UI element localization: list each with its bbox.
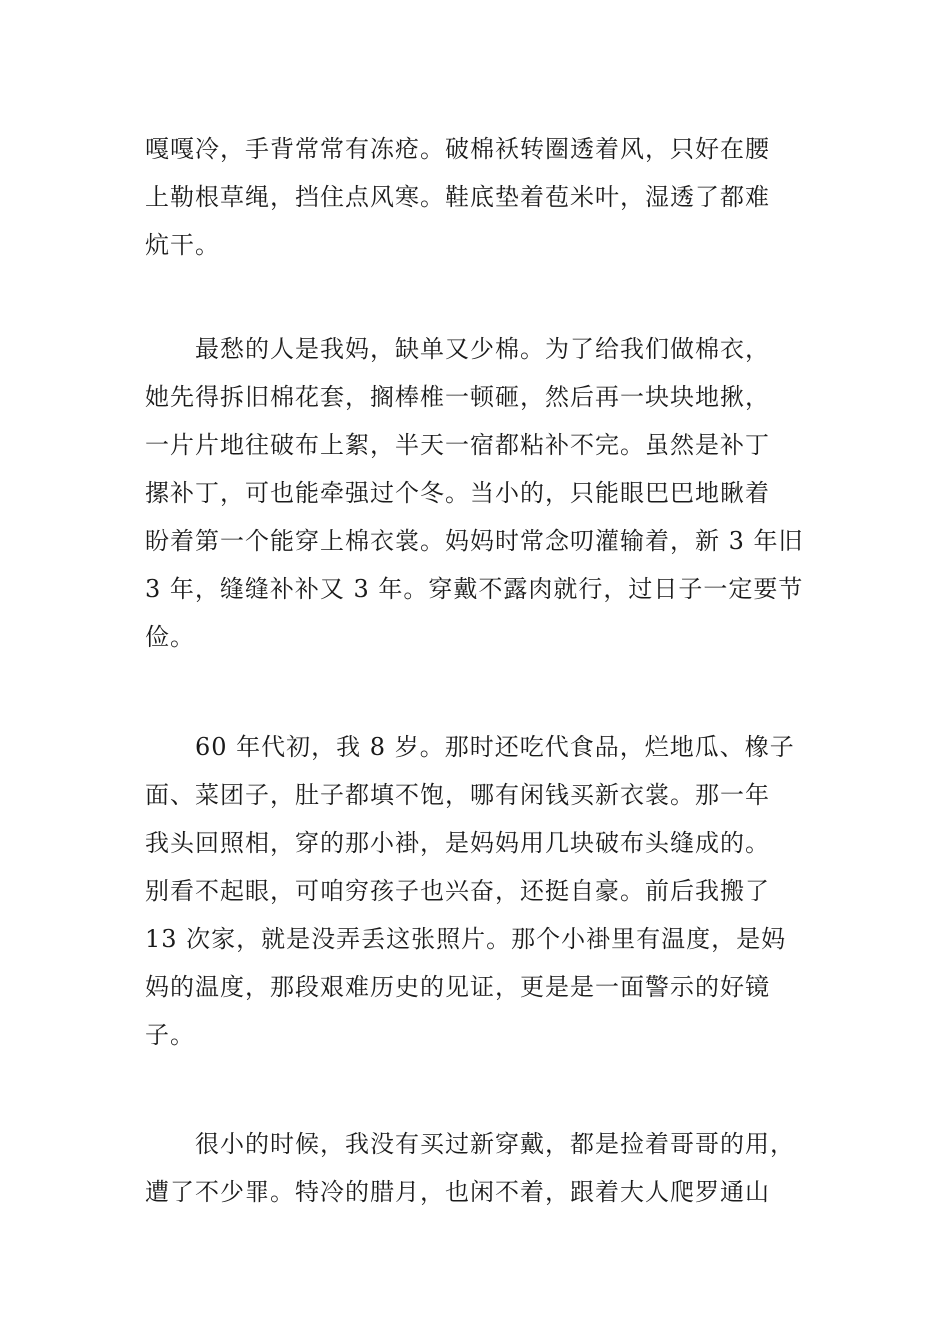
text-line: 别看不起眼，可咱穷孩子也兴奋，还挺自豪。前后我搬了 xyxy=(145,877,770,905)
text-line: 她先得拆旧棉花套，搁棒椎一顿砸，然后再一块块地揪， xyxy=(145,383,770,411)
text-line: 上勒根草绳，挡住点风寒。鞋底垫着苞米叶，湿透了都难 xyxy=(145,183,770,211)
text-line: 摞补丁，可也能牵强过个冬。当小的，只能眼巴巴地瞅着 xyxy=(145,479,770,507)
text-line: 俭。 xyxy=(145,623,195,651)
text-line: 3 年，缝缝补补又 3 年。穿戴不露肉就行，过日子一定要节 xyxy=(145,575,804,603)
paragraph-4 xyxy=(145,1120,845,1216)
paragraph-3 xyxy=(145,723,845,1059)
text-line: 一片片地往破布上絮，半天一宿都粘补不完。虽然是补丁 xyxy=(145,431,770,459)
text-line: 遭了不少罪。特冷的腊月，也闲不着，跟着大人爬罗通山 xyxy=(145,1178,770,1206)
paragraph-2 xyxy=(145,325,845,661)
text-line: 很小的时候，我没有买过新穿戴，都是捡着哥哥的用， xyxy=(145,1130,795,1158)
paragraph-1 xyxy=(145,125,845,269)
text-line: 子。 xyxy=(145,1021,195,1049)
text-line: 炕干。 xyxy=(145,231,220,259)
text-line: 盼着第一个能穿上棉衣裳。妈妈时常念叨灌输着，新 3 年旧 xyxy=(145,527,804,555)
text-line: 我头回照相，穿的那小褂，是妈妈用几块破布头缝成的。 xyxy=(145,829,770,857)
text-line: 60 年代初，我 8 岁。那时还吃代食品，烂地瓜、橡子 xyxy=(145,733,795,761)
text-line: 嘎嘎冷，手背常常有冻疮。破棉袄转圈透着风，只好在腰 xyxy=(145,135,770,163)
text-line: 13 次家，就是没弄丢这张照片。那个小褂里有温度，是妈 xyxy=(145,925,787,953)
text-line: 面、菜团子，肚子都填不饱，哪有闲钱买新衣裳。那一年 xyxy=(145,781,770,809)
text-line: 妈的温度，那段艰难历史的见证，更是是一面警示的好镜 xyxy=(145,973,770,1001)
text-line: 最愁的人是我妈，缺单又少棉。为了给我们做棉衣， xyxy=(145,335,770,363)
